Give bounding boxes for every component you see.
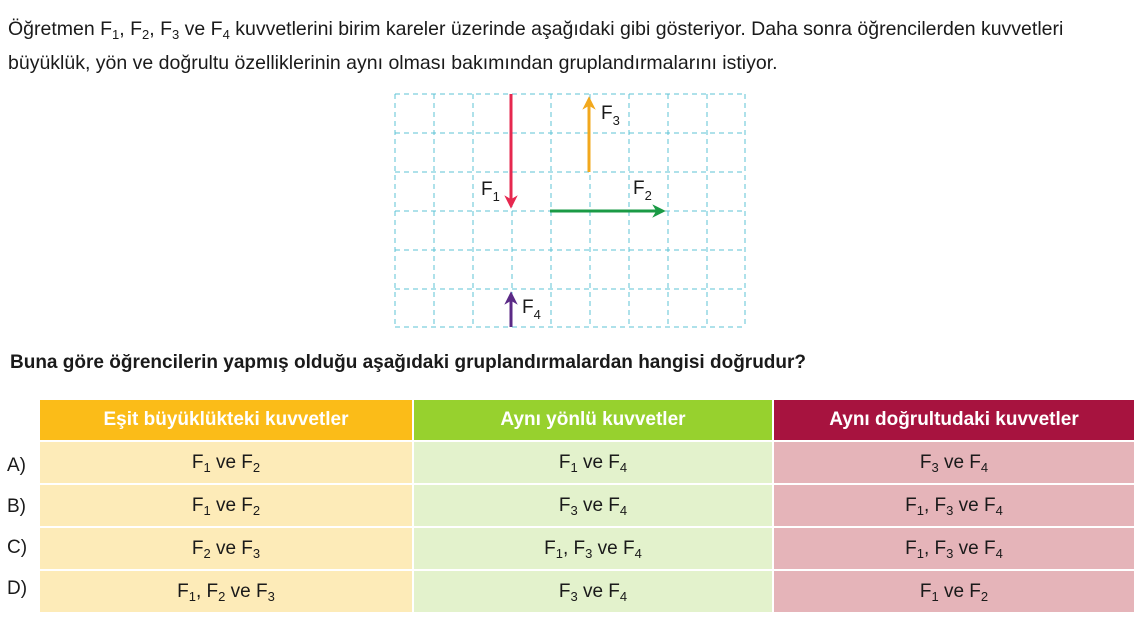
subscript: 3 — [570, 588, 578, 604]
subscript: 3 — [252, 545, 261, 561]
subscript: 3 — [946, 502, 954, 518]
option-row-c[interactable] — [40, 527, 1135, 570]
header-same-line: Aynı doğrultudaki kuvvetler — [773, 400, 1135, 441]
option-row-b[interactable] — [40, 484, 1135, 527]
subscript: 2 — [218, 588, 226, 604]
option-c-same-direction: $F_1$, $F_3$ ve $F_4$ — [413, 527, 773, 570]
option-d-equal-magnitude: $F_1$, $F_2$ ve $F_3$ — [40, 570, 413, 612]
option-letter-a[interactable]: A) — [7, 455, 26, 476]
force-f1-label: $F_1$ — [481, 179, 500, 204]
option-row-d[interactable] — [40, 570, 1135, 612]
option-letter-b[interactable]: B) — [7, 496, 26, 517]
intro-line-2: büyüklük, yön ve doğrultu özelliklerinin aynı olması bakımından gruplandırmalarını istiyor. — [8, 52, 778, 74]
subscript: 4 — [634, 545, 642, 561]
options-table — [40, 400, 1136, 612]
subscript: 1 — [203, 459, 211, 475]
force-grid-figure — [392, 91, 748, 331]
subscript: 3 — [267, 588, 275, 604]
option-b-same-line: $F_1$, $F_3$ ve $F_4$ — [773, 484, 1135, 527]
subscript: 2 — [142, 27, 150, 42]
table-header-row — [40, 400, 1135, 441]
force-f3-label: $F_3$ — [601, 103, 620, 128]
subscript: 4 — [619, 588, 628, 604]
option-d-same-direction: $F_3$ ve $F_4$ — [413, 570, 773, 612]
option-letter-d[interactable]: D) — [7, 578, 28, 599]
subscript: 4 — [619, 459, 628, 475]
subscript: 1 — [203, 502, 211, 518]
option-a-same-line: $F_3$ ve $F_4$ — [773, 441, 1135, 484]
option-d-same-line: $F_1$ ve $F_2$ — [773, 570, 1135, 612]
option-b-equal-magnitude: $F_1$ ve $F_2$ — [40, 484, 413, 527]
subscript: 1 — [916, 502, 924, 518]
header-equal-magnitude: Eşit büyüklükteki kuvvetler — [40, 400, 413, 441]
subscript: 1 — [188, 588, 196, 604]
force-f4-label: $F_4$ — [522, 297, 541, 322]
option-a-equal-magnitude: $F_1$ ve $F_2$ — [40, 441, 413, 484]
header-same-direction: Aynı yönlü kuvvetler — [413, 400, 773, 441]
subscript: 3 — [172, 27, 180, 42]
subscript: 1 — [931, 588, 939, 604]
subscript: 4 — [222, 27, 230, 42]
force-f2-label: $F_2$ — [633, 178, 652, 203]
subscript: 1 — [555, 545, 563, 561]
intro-paragraph — [8, 12, 1138, 80]
subscript: 1 — [916, 545, 924, 561]
subscript: 3 — [570, 502, 578, 518]
option-letter-c[interactable]: C) — [7, 537, 28, 558]
subscript: 3 — [585, 545, 593, 561]
subscript: 4 — [980, 459, 989, 475]
subscript: 2 — [980, 588, 989, 604]
intro-line-1: Öğretmen $F_1$, $F_2$, $F_3$ ve $F_4$ kuvvetlerini birim kareler üzerinde aşağıdaki gibi gösteriyor. Daha sonra öğrencilerden kuvvetleri — [8, 18, 1064, 42]
option-b-same-direction: $F_3$ ve $F_4$ — [413, 484, 773, 527]
subscript: 1 — [570, 459, 578, 475]
subscript: 2 — [252, 502, 261, 518]
subscript: 1 — [112, 27, 120, 42]
subscript: 3 — [946, 545, 954, 561]
option-a-same-direction: $F_1$ ve $F_4$ — [413, 441, 773, 484]
option-row-a[interactable] — [40, 441, 1135, 484]
question-text: Buna göre öğrencilerin yapmış olduğu aşağıdaki gruplandırmalardan hangisi doğrudur? — [10, 352, 807, 373]
subscript: 4 — [995, 502, 1003, 518]
subscript: 2 — [203, 545, 211, 561]
subscript: 3 — [931, 459, 939, 475]
subscript: 4 — [995, 545, 1003, 561]
subscript: 4 — [619, 502, 628, 518]
option-c-equal-magnitude: $F_2$ ve $F_3$ — [40, 527, 413, 570]
option-c-same-line: $F_1$, $F_3$ ve $F_4$ — [773, 527, 1135, 570]
subscript: 2 — [252, 459, 261, 475]
